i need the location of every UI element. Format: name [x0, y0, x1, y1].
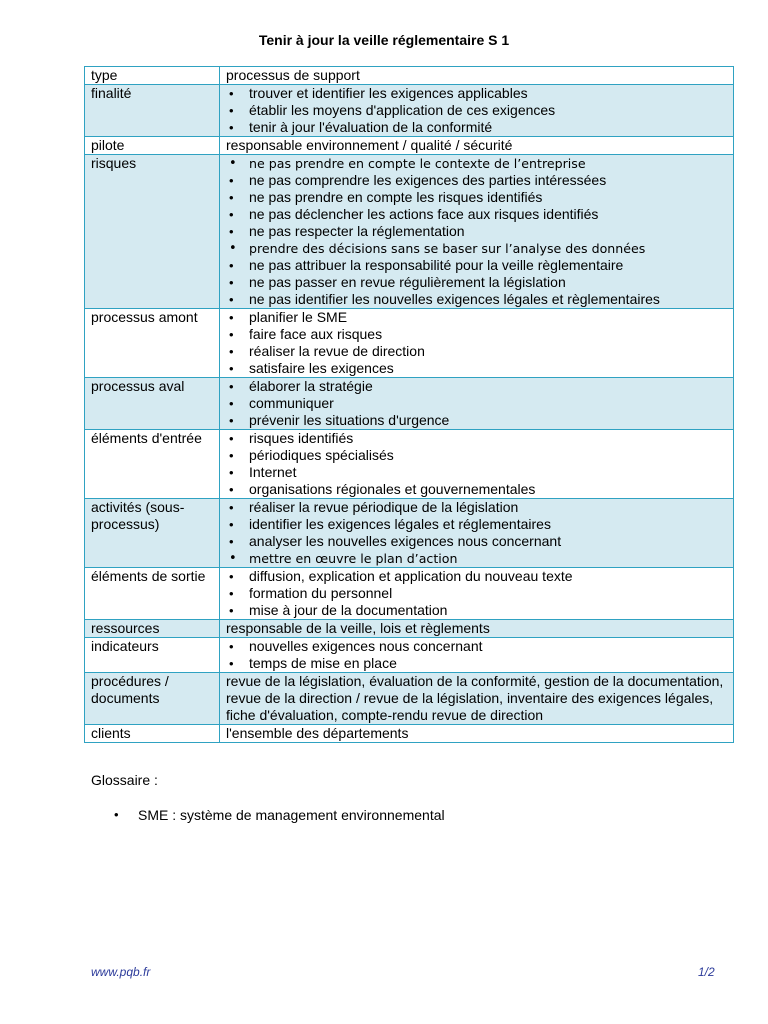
- bullet-list: [226, 499, 727, 567]
- row-value: [220, 85, 734, 137]
- list-item: • satisfaire les exigences: [226, 360, 727, 377]
- list-item: • prendre des décisions sans se baser sur l’analyse des données: [226, 240, 727, 257]
- table-row: [85, 620, 734, 638]
- row-value: [220, 155, 734, 309]
- row-label: éléments de sortie: [85, 568, 220, 620]
- row-value: [220, 568, 734, 620]
- row-label: procédures / documents: [85, 673, 220, 725]
- row-label: processus aval: [85, 378, 220, 430]
- bullet-list: [226, 568, 727, 619]
- table-row: [85, 155, 734, 309]
- bullet-list: [226, 85, 727, 136]
- row-label: ressources: [85, 620, 220, 638]
- table-row: [85, 309, 734, 378]
- list-item: • communiquer: [226, 395, 727, 412]
- list-item: • Internet: [226, 464, 727, 481]
- list-item: • formation du personnel: [226, 585, 727, 602]
- table-row: [85, 638, 734, 673]
- row-value: revue de la législation, évaluation de la conformité, gestion de la documentation, revue de la direction / revue de la législation, inventaire des exigences légales, fiche d'évaluation, compte-rendu revue de direction: [220, 673, 734, 725]
- list-item: • réaliser la revue périodique de la législation: [226, 499, 727, 516]
- glossary-title: Glossaire :: [91, 772, 158, 788]
- table-row: [85, 673, 734, 725]
- list-item: • risques identifiés: [226, 430, 727, 447]
- bullet-list: [226, 309, 727, 377]
- list-item: • élaborer la stratégie: [226, 378, 727, 395]
- row-value: [220, 378, 734, 430]
- table-row: [85, 67, 734, 85]
- list-item: • ne pas prendre en compte les risques identifiés: [226, 189, 727, 206]
- list-item: • mise à jour de la documentation: [226, 602, 727, 619]
- table-row: [85, 378, 734, 430]
- row-value: [220, 638, 734, 673]
- list-item: • trouver et identifier les exigences applicables: [226, 85, 727, 102]
- row-value: l'ensemble des départements: [220, 725, 734, 743]
- list-item: • ne pas passer en revue régulièrement la législation: [226, 274, 727, 291]
- table-row: [85, 499, 734, 568]
- list-item: • organisations régionales et gouvernementales: [226, 481, 727, 498]
- row-label: type: [85, 67, 220, 85]
- list-item: • planifier le SME: [226, 309, 727, 326]
- row-value: processus de support: [220, 67, 734, 85]
- footer-website-link[interactable]: www.pqb.fr: [91, 965, 151, 979]
- row-label: clients: [85, 725, 220, 743]
- list-item: • périodiques spécialisés: [226, 447, 727, 464]
- list-item: • réaliser la revue de direction: [226, 343, 727, 360]
- list-item: • établir les moyens d'application de ces exigences: [226, 102, 727, 119]
- table-row: [85, 430, 734, 499]
- row-label: finalité: [85, 85, 220, 137]
- table-row: [85, 137, 734, 155]
- bullet-list: [226, 378, 727, 429]
- list-item: • tenir à jour l'évaluation de la conformité: [226, 119, 727, 136]
- page-title: Tenir à jour la veille réglementaire S 1: [258, 32, 510, 48]
- process-table: [84, 66, 734, 743]
- row-label: indicateurs: [85, 638, 220, 673]
- list-item: • mettre en œuvre le plan d’action: [226, 550, 727, 567]
- list-item: • ne pas déclencher les actions face aux risques identifiés: [226, 206, 727, 223]
- list-item: • analyser les nouvelles exigences nous concernant: [226, 533, 727, 550]
- list-item: • nouvelles exigences nous concernant: [226, 638, 727, 655]
- list-item: • diffusion, explication et application du nouveau texte: [226, 568, 727, 585]
- bullet-list: [226, 155, 727, 308]
- row-value: responsable environnement / qualité / sécurité: [220, 137, 734, 155]
- row-label: activités (sous-processus): [85, 499, 220, 568]
- row-value: responsable de la veille, lois et règlements: [220, 620, 734, 638]
- list-item: • ne pas prendre en compte le contexte de l’entreprise: [226, 155, 727, 172]
- glossary-item: • SME : système de management environnemental: [114, 807, 445, 823]
- table-row: [85, 85, 734, 137]
- table-row: [85, 568, 734, 620]
- page-number: 1/2: [698, 965, 715, 979]
- row-value: [220, 430, 734, 499]
- row-value: [220, 499, 734, 568]
- row-label: processus amont: [85, 309, 220, 378]
- bullet-list: [226, 638, 727, 672]
- list-item: • prévenir les situations d'urgence: [226, 412, 727, 429]
- row-label: pilote: [85, 137, 220, 155]
- list-item: • identifier les exigences légales et réglementaires: [226, 516, 727, 533]
- bullet-list: [226, 430, 727, 498]
- table-row: [85, 725, 734, 743]
- glossary-list: [114, 807, 445, 823]
- row-value: [220, 309, 734, 378]
- list-item: • ne pas comprendre les exigences des parties intéressées: [226, 172, 727, 189]
- row-label: risques: [85, 155, 220, 309]
- list-item: • temps de mise en place: [226, 655, 727, 672]
- list-item: • ne pas attribuer la responsabilité pour la veille règlementaire: [226, 257, 727, 274]
- row-label: éléments d'entrée: [85, 430, 220, 499]
- process-table-body: [85, 67, 734, 743]
- list-item: • ne pas respecter la réglementation: [226, 223, 727, 240]
- list-item: • ne pas identifier les nouvelles exigences légales et règlementaires: [226, 291, 727, 308]
- list-item: • faire face aux risques: [226, 326, 727, 343]
